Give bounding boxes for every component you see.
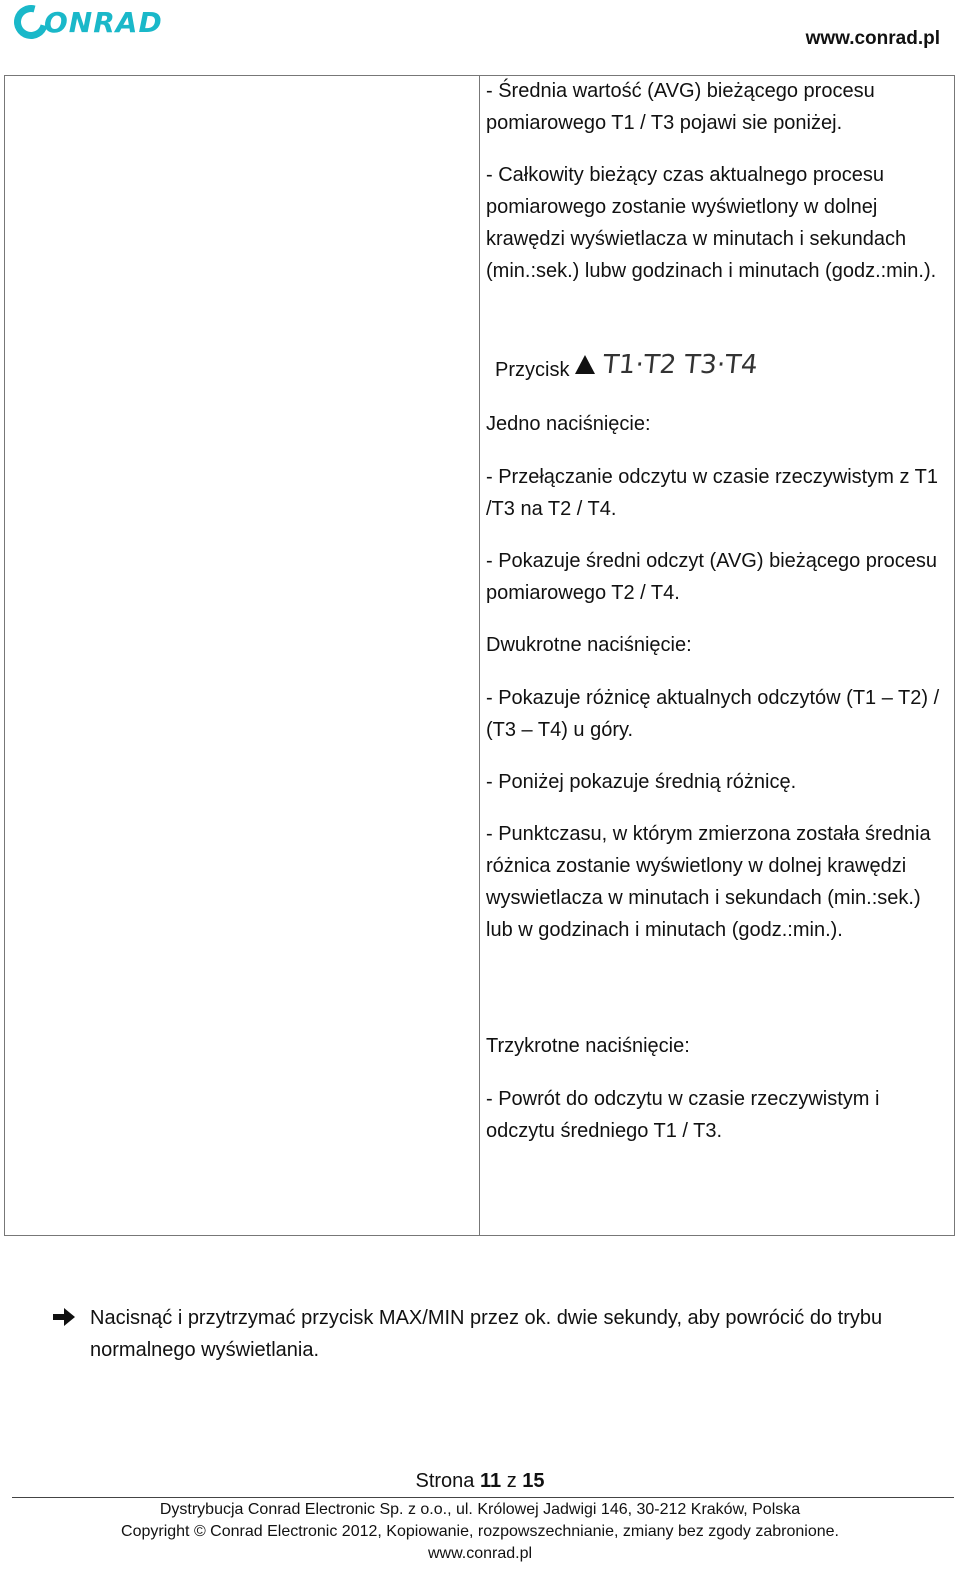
paragraph-total-time: - Całkowity bieżący czas aktualnego procesu pomiarowego zostanie wyświetlony w dolnej krawędzi wyświetlacza w minutach i sekundach (min.:sek.) lubw godzinach i minutach (godz.:min.).	[486, 164, 937, 282]
button-label: Przycisk	[495, 359, 570, 381]
page-prefix: Strona	[415, 1470, 475, 1492]
page-separator: z	[506, 1470, 517, 1492]
paragraph-avg-difference: - Poniżej pokazuje średnią różnicę.	[486, 771, 797, 793]
page-header	[0, 0, 960, 74]
footer-distributor: Dystrybucja Conrad Electronic Sp. z o.o., ul. Królowej Jadwigi 146, 30-212 Kraków, Polska	[159, 1501, 801, 1518]
paragraph-triple-press: Trzykrotne naciśnięcie:	[486, 1035, 690, 1057]
paragraph-avg-t1-t3: - Średnia wartość (AVG) bieżącego procesu pomiarowego T1 / T3 pojawi sie poniżej.	[486, 80, 875, 134]
paragraph-avg-t2-t4: - Pokazuje średni odczyt (AVG) bieżącego procesu pomiarowego T2 / T4.	[486, 550, 937, 604]
lcd-segment-label: T1·T2 T3·T4	[601, 350, 760, 380]
page-number	[0, 1470, 960, 1493]
header-site-url: www.conrad.pl	[805, 28, 940, 49]
paragraph-return: - Powrót do odczytu w czasie rzeczywistym i odczytu średniego T1 / T3.	[486, 1088, 880, 1142]
paragraph-difference: - Pokazuje różnicę aktualnych odczytów (T1 – T2) / (T3 – T4) u góry.	[486, 687, 940, 741]
conrad-logo	[14, 2, 163, 42]
paragraph-switch-reading: - Przełączanie odczytu w czasie rzeczywistym z T1 /T3 na T2 / T4.	[486, 466, 938, 520]
paragraph-time-point: - Punktczasu, w którym zmierzona została średnia różnica zostanie wyświetlony w dolnej krawędzi wyswietlacza w minutach i sekundach (min.:sek.) lub w godzinach i minutach (godz.:min.).	[486, 823, 931, 941]
table-column-divider	[479, 76, 480, 1235]
footer-url: www.conrad.pl	[427, 1545, 533, 1562]
button-description	[495, 346, 758, 386]
page-current: 11	[479, 1470, 502, 1492]
paragraph-double-press: Dwukrotne naciśnięcie:	[486, 634, 692, 656]
note-text: Nacisnąć i przytrzymać przycisk MAX/MIN przez ok. dwie sekundy, aby powrócić do trybu normalnego wyświetlania.	[90, 1307, 883, 1361]
up-triangle-icon	[575, 355, 595, 374]
right-arrow-icon	[52, 1306, 76, 1328]
logo-text: ONRAD	[44, 5, 163, 39]
page-total: 15	[522, 1470, 545, 1492]
footer-divider	[12, 1497, 954, 1498]
footer-copyright: Copyright © Conrad Electronic 2012, Kopiowanie, rozpowszechnianie, zmiany bez zgody zabronione.	[121, 1523, 839, 1540]
paragraph-single-press: Jedno naciśnięcie:	[486, 413, 651, 435]
